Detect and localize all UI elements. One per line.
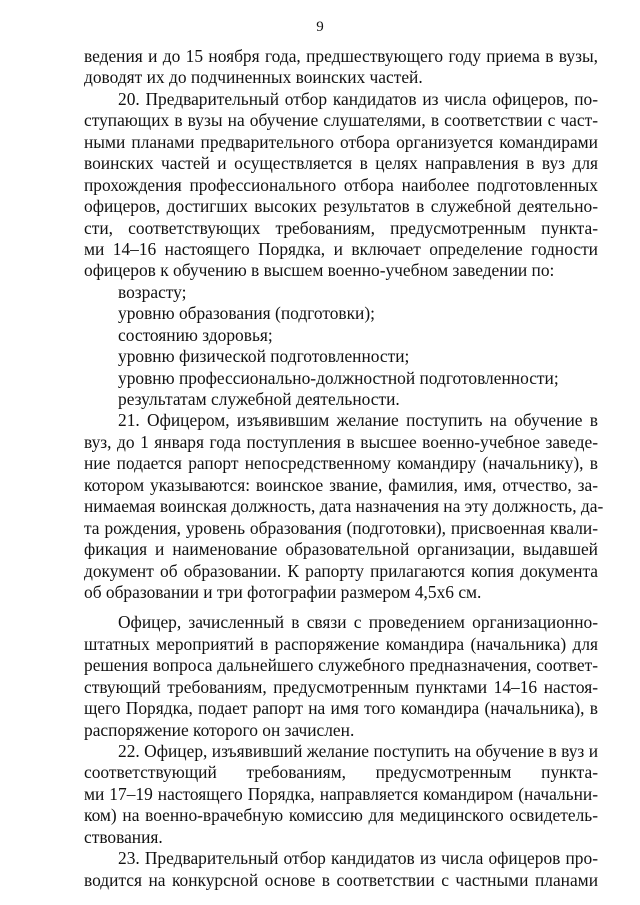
text-line: ствующий требованиям, предусмотренным пунктами 14–16 настоя- — [84, 676, 598, 697]
text-line: щего Порядка, подает рапорт на имя того командира (начальника), в — [84, 698, 598, 719]
text-line: уровню профессионально-должностной подготовленности; — [118, 367, 559, 388]
text-line: состоянию здоровья; — [118, 324, 273, 345]
text-line: 22. Офицер, изъявивший желание поступить на обучение в вуз и — [118, 741, 598, 761]
text-line: сти, соответствующих требованиям, предусмотренным пункта- — [84, 217, 598, 238]
text-line: Офицер, зачисленный в связи с проведением организационно- — [118, 612, 598, 633]
text-line: решения вопроса дальнейшего служебного предназначения, соответ- — [84, 655, 598, 676]
text-line: фикация и наименование образовательной организации, выдавшей — [84, 539, 598, 560]
text-line: та рождения, уровень образования (подготовки), присвоенная квали- — [84, 517, 598, 538]
text-line: ние подается рапорт непосредственному командиру (начальнику), в — [84, 453, 598, 474]
text-line: ступающих в вузы на обучение слушателями, в соответствии с част- — [84, 110, 598, 131]
text-line: офицеров к обучению в высшем военно-учебном заведении по: — [84, 260, 555, 281]
text-line: соответствующий требованиям, предусмотренным пункта- — [84, 762, 598, 783]
page-number: 9 — [316, 19, 324, 35]
text-line: ми 14–16 настоящего Порядка, и включает определение годности — [84, 238, 598, 259]
text-line: водится на конкурсной основе в соответствии с частными планами — [84, 869, 598, 890]
text-line: вуз, до 1 января года поступления в высшее военно-учебное заведе- — [84, 431, 598, 452]
text-line: 20. Предварительный отбор кандидатов из числа офицеров, по- — [118, 88, 598, 109]
text-line: ком) на военно-врачебную комиссию для медицинского освидетель- — [84, 805, 598, 826]
text-line: 23. Предварительный отбор кандидатов из числа офицеров про- — [118, 848, 598, 869]
document-body — [84, 46, 604, 891]
text-line: документ об образовании. К рапорту прилагаются копия документа — [84, 560, 598, 581]
text-line: офицеров, достигших высоких результатов в служебной деятельно- — [84, 196, 598, 217]
text-line: ми 17–19 настоящего Порядка, направляется командиром (начальни- — [84, 783, 598, 804]
text-line: распоряжение которого он зачислен. — [84, 719, 355, 740]
text-line: уровню физической подготовленности; — [118, 346, 410, 367]
text-line: 21. Офицером, изъявившим желание поступить на обучение в — [118, 410, 598, 431]
text-line: воинских частей и осуществляется в целях направления в вуз для — [84, 153, 598, 174]
text-line: нимаемая воинская должность, дата назначения на эту должность, да- — [84, 496, 604, 517]
text-line: прохождения профессионального отбора наиболее подготовленных — [84, 174, 598, 195]
text-line: ведения и до 15 ноября года, предшествующего году приема в вузы, — [84, 46, 598, 66]
text-line: ными планами предварительного отбора организуется командирами — [84, 131, 598, 152]
paragraph-gap — [84, 603, 598, 612]
text-line: ствования. — [84, 826, 163, 847]
text-line: котором указываются: воинское звание, фамилия, имя, отчество, за- — [84, 474, 598, 495]
text-line: результатам служебной деятельности. — [118, 389, 400, 409]
text-line: об образовании и три фотографии размером 4,5x6 см. — [84, 581, 482, 602]
text-line: штатных мероприятий в распоряжение командира (начальника) для — [84, 633, 598, 654]
text-line: возрасту; — [118, 281, 187, 302]
text-line: доводят их до подчиненных воинских частей. — [84, 67, 423, 88]
text-line: уровню образования (подготовки); — [118, 303, 375, 324]
